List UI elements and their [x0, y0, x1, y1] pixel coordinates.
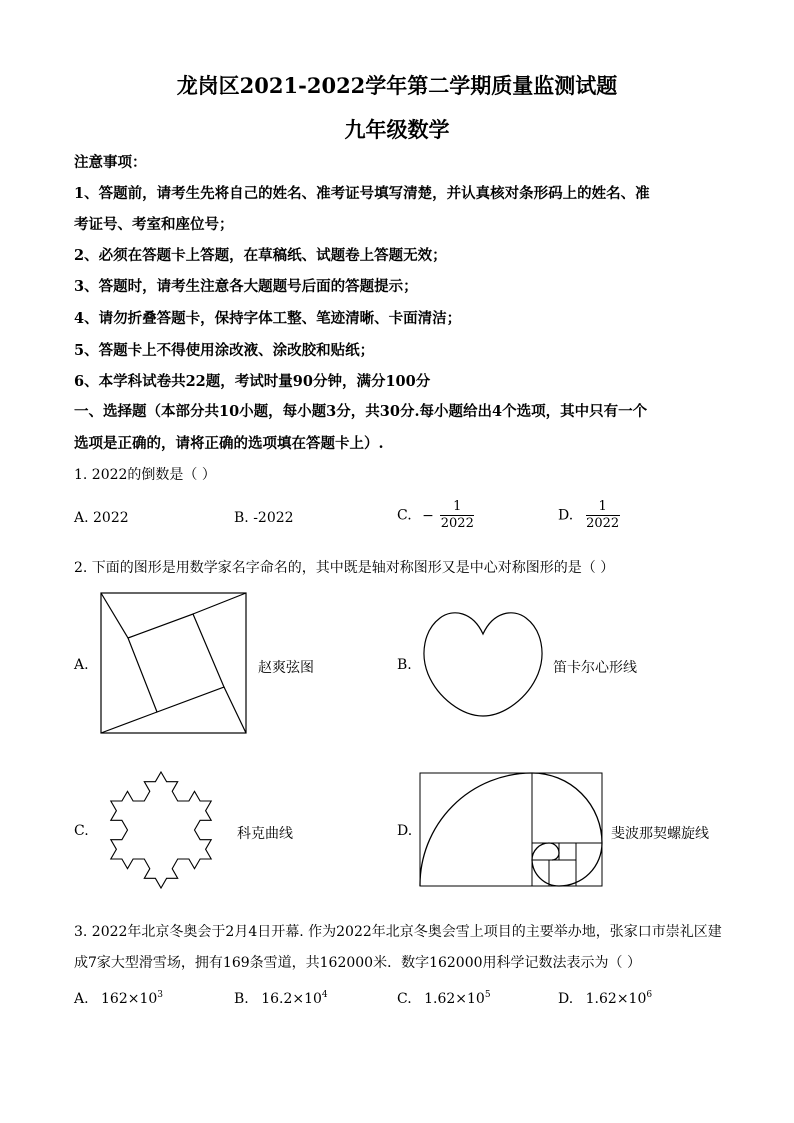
option-a-label: A. [74, 991, 89, 1007]
option-c-exponent: 5 [484, 990, 491, 1000]
koch-snowflake [93, 756, 229, 900]
option-c-fraction [440, 499, 474, 532]
option-d-label: D. [558, 991, 574, 1007]
question-1-option-a: A. 2022 [74, 510, 129, 526]
option-c-base: 1.62×10 [424, 991, 485, 1007]
koch-curve-outline [111, 772, 211, 888]
fraction-numerator: 1 [598, 499, 607, 514]
option-a-exponent: 3 [157, 990, 164, 1000]
option-c-label: C. [397, 991, 412, 1007]
note-item-2: 2、必须在答题卡上答题，在草稿纸、试题卷上答题无效； [74, 247, 447, 264]
note-item-1: 1、答题前，请考生先将自己的姓名、准考证号填写清楚，并认真核对条形码上的姓名、准 [74, 185, 650, 202]
cardioid-curve [418, 606, 548, 718]
question-1-option-b: B. -2022 [234, 510, 294, 526]
question-2-option-d-label: D. [397, 823, 413, 839]
question-3-stem: 3. 2022年北京冬奥会于2月4日开幕. 作为2022年北京冬奥会雪上项目的主要举办地，张家口市崇礼区建 [74, 924, 722, 940]
fraction-denominator: 2022 [440, 516, 474, 531]
option-b-base: 16.2×10 [261, 991, 322, 1007]
question-3-option-d [558, 990, 652, 1007]
option-d-exponent: 6 [646, 990, 653, 1000]
question-3-option-a [74, 990, 163, 1007]
question-2-option-b-caption: 笛卡尔心形线 [553, 660, 637, 676]
question-2-option-b-label: B. [397, 657, 412, 673]
fibonacci-spiral [419, 772, 605, 888]
option-c-label: C. [397, 507, 412, 524]
option-a-base: 162×10 [101, 991, 158, 1007]
note-item-1-cont: 考证号、考室和座位号； [74, 216, 234, 233]
notes-heading: 注意事项： [74, 154, 147, 171]
option-d-label: D. [558, 507, 574, 524]
fraction-numerator: 1 [453, 499, 462, 514]
question-2-option-a-label: A. [74, 657, 89, 673]
note-item-3: 3、答题时，请考生注意各大题题号后面的答题提示； [74, 278, 418, 295]
option-d-base: 1.62×10 [585, 991, 647, 1007]
note-item-6: 6、本学科试卷共22题，考试时量90分钟，满分100分 [74, 373, 431, 390]
note-item-5: 5、答题卡上不得使用涂改液、涂改胶和贴纸； [74, 342, 375, 359]
question-2-option-d-caption: 斐波那契螺旋线 [611, 826, 709, 842]
page-subtitle: 九年级数学 [344, 117, 450, 142]
question-1-option-d [558, 499, 620, 532]
question-2-option-c-caption: 科克曲线 [237, 826, 293, 842]
question-3-option-b [234, 990, 328, 1007]
page-title: 龙岗区2021-2022学年第二学期质量监测试题 [176, 73, 618, 98]
question-2-option-a-caption: 赵爽弦图 [258, 660, 314, 676]
question-2-option-c-label: C. [74, 823, 89, 839]
option-b-label: B. [234, 991, 249, 1007]
option-c-sign: − [422, 507, 434, 524]
question-3-stem-cont: 成7家大型滑雪场，拥有169条雪道，共162000米．数字162000用科学记数法表示为（ ） [74, 955, 641, 971]
question-3-option-c [397, 990, 491, 1007]
section-heading-cont: 选项是正确的，请将正确的选项填在答题卡上）. [74, 435, 384, 452]
option-b-exponent: 4 [321, 990, 328, 1000]
section-heading: 一、选择题（本部分共10小题，每小题3分，共30分.每小题给出4个选项，其中只有一个 [74, 403, 648, 420]
option-d-fraction [586, 499, 620, 532]
note-item-4: 4、请勿折叠答题卡，保持字体工整、笔迹清晰、卡面清洁； [74, 310, 462, 327]
question-2-stem: 2. 下面的图形是用数学家名字命名的，其中既是轴对称图形又是中心对称图形的是（ ） [74, 560, 615, 576]
fraction-denominator: 2022 [586, 516, 620, 531]
zhao-shuang-diagram [100, 592, 248, 736]
question-1-stem: 1. 2022的倒数是（ ） [74, 467, 216, 483]
question-1-option-c [397, 499, 474, 532]
